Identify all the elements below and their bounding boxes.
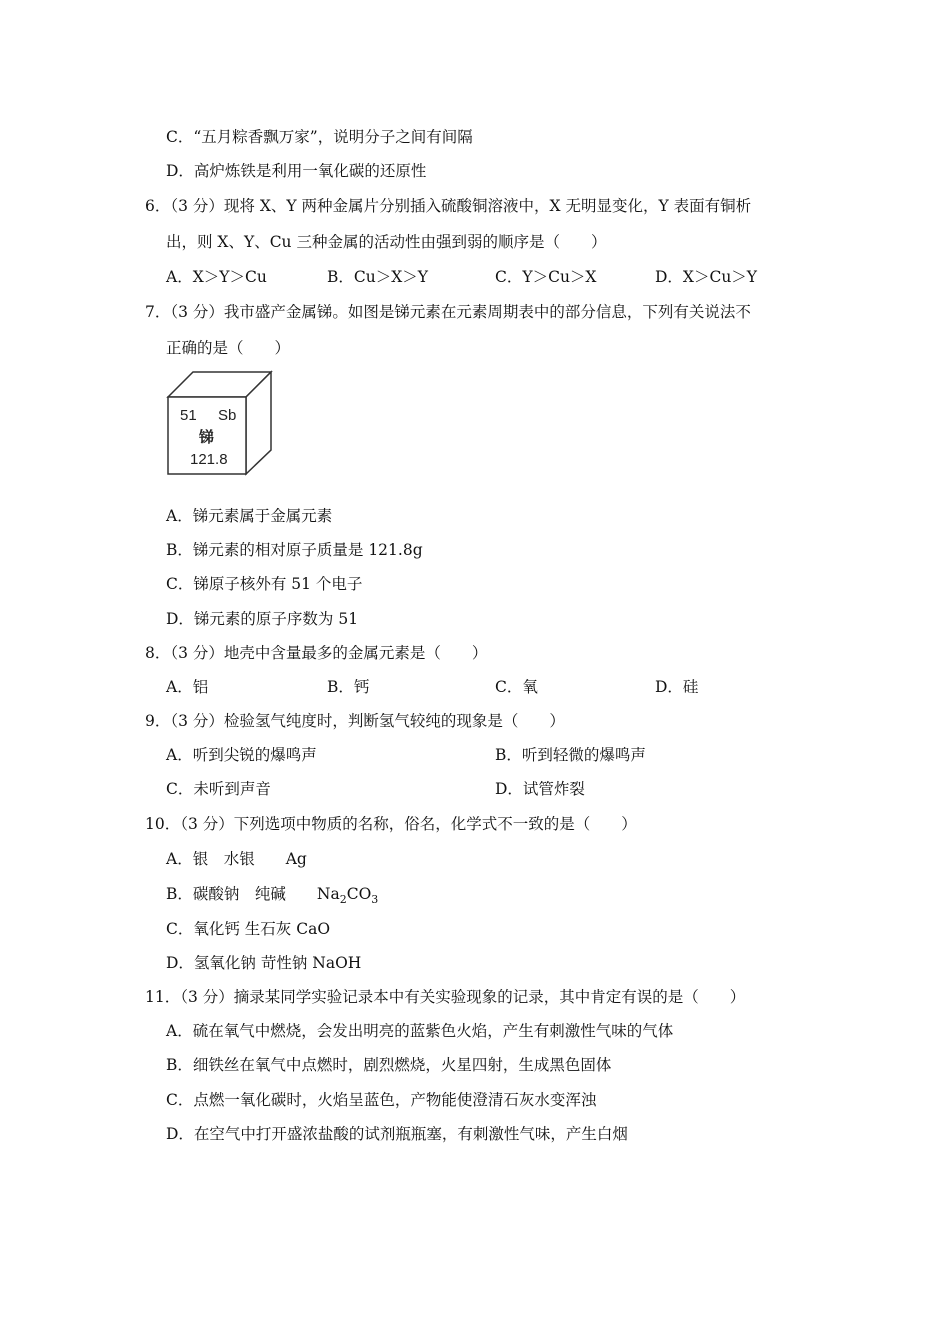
q9-option-a: A．听到尖锐的爆鸣声: [166, 746, 317, 764]
q6-option-b: B．Cu＞X＞Y: [327, 268, 428, 286]
q6-option-a: A．X＞Y＞Cu: [166, 268, 267, 286]
q11-stem: 11．（3 分）摘录某同学实验记录本中有关实验现象的记录，其中肯定有误的是（ ）: [145, 988, 746, 1006]
q5-option-d: D．高炉炼铁是利用一氧化碳的还原性: [166, 162, 427, 180]
q11-option-b: B．细铁丝在氧气中点燃时，剧烈燃烧，火星四射，生成黑色固体: [166, 1056, 612, 1074]
q10-option-c: C．氧化钙 生石灰 CaO: [166, 920, 331, 938]
element-atomic-mass: 121.8: [190, 451, 228, 468]
q8-option-b: B．钙: [327, 678, 370, 696]
q7-option-a: A．锑元素属于金属元素: [166, 507, 333, 525]
q8-option-c: C．氧: [495, 678, 538, 696]
q10-stem: 10．（3 分）下列选项中物质的名称，俗名，化学式不一致的是（ ）: [145, 815, 637, 833]
q9-option-b: B．听到轻微的爆鸣声: [495, 746, 646, 764]
q6-stem-line-2: 出，则 X、Y、Cu 三种金属的活动性由强到弱的顺序是（ ）: [166, 233, 607, 251]
q8-option-a: A．铝: [166, 678, 209, 696]
q7-option-c: C．锑原子核外有 51 个电子: [166, 575, 363, 593]
q6-option-d: D．X＞Cu＞Y: [655, 268, 758, 286]
q10-option-a: A．银 水银 Ag: [166, 850, 307, 868]
q8-stem: 8．（3 分）地壳中含量最多的金属元素是（ ）: [145, 644, 488, 662]
q7-stem-line-1: 7．（3 分）我市盛产金属锑。如图是锑元素在元素周期表中的部分信息，下列有关说法不: [145, 303, 751, 321]
element-symbol: Sb: [218, 407, 237, 424]
q8-option-d: D．硅: [655, 678, 699, 696]
q7-option-b: B．锑元素的相对原子质量是 121.8g: [166, 541, 423, 559]
q7-stem-line-2: 正确的是（ ）: [166, 339, 291, 357]
element-cell-svg: [166, 370, 274, 476]
q10-option-d: D．氢氧化钠 苛性钠 NaOH: [166, 954, 362, 972]
q11-option-a: A．硫在氧气中燃烧，会发出明亮的蓝紫色火焰，产生有刺激性气味的气体: [166, 1022, 674, 1040]
q10-option-b-text: B．碳酸钠 纯碱 Na: [166, 885, 340, 903]
q9-option-d: D．试管炸裂: [495, 780, 585, 798]
element-atomic-number: 51: [180, 407, 197, 424]
q11-option-c: C．点燃一氧化碳时，火焰呈蓝色，产物能使澄清石灰水变浑浊: [166, 1091, 597, 1109]
element-cell-figure: [166, 370, 274, 476]
q7-option-d: D．锑元素的原子序数为 51: [166, 610, 359, 628]
q10-option-b: [166, 884, 378, 910]
q5-option-c: C．“五月粽香飘万家”，说明分子之间有间隔: [166, 128, 473, 146]
q9-stem: 9．（3 分）检验氢气纯度时，判断氢气较纯的现象是（ ）: [145, 712, 565, 730]
q6-option-c: C．Y＞Cu＞X: [495, 268, 597, 286]
q9-option-c: C．未听到声音: [166, 780, 271, 798]
q10-option-b-formula-mid: CO: [346, 885, 372, 903]
q10-option-b-subscript-1: 2: [339, 893, 347, 907]
q10-option-b-subscript-2: 3: [371, 893, 379, 907]
element-name: 锑: [199, 428, 215, 446]
q6-stem-line-1: 6．（3 分）现将 X、Y 两种金属片分别插入硫酸铜溶液中，X 无明显变化，Y 表面有铜析: [145, 197, 752, 215]
q11-option-d: D．在空气中打开盛浓盐酸的试剂瓶瓶塞，有刺激性气味，产生白烟: [166, 1125, 628, 1143]
